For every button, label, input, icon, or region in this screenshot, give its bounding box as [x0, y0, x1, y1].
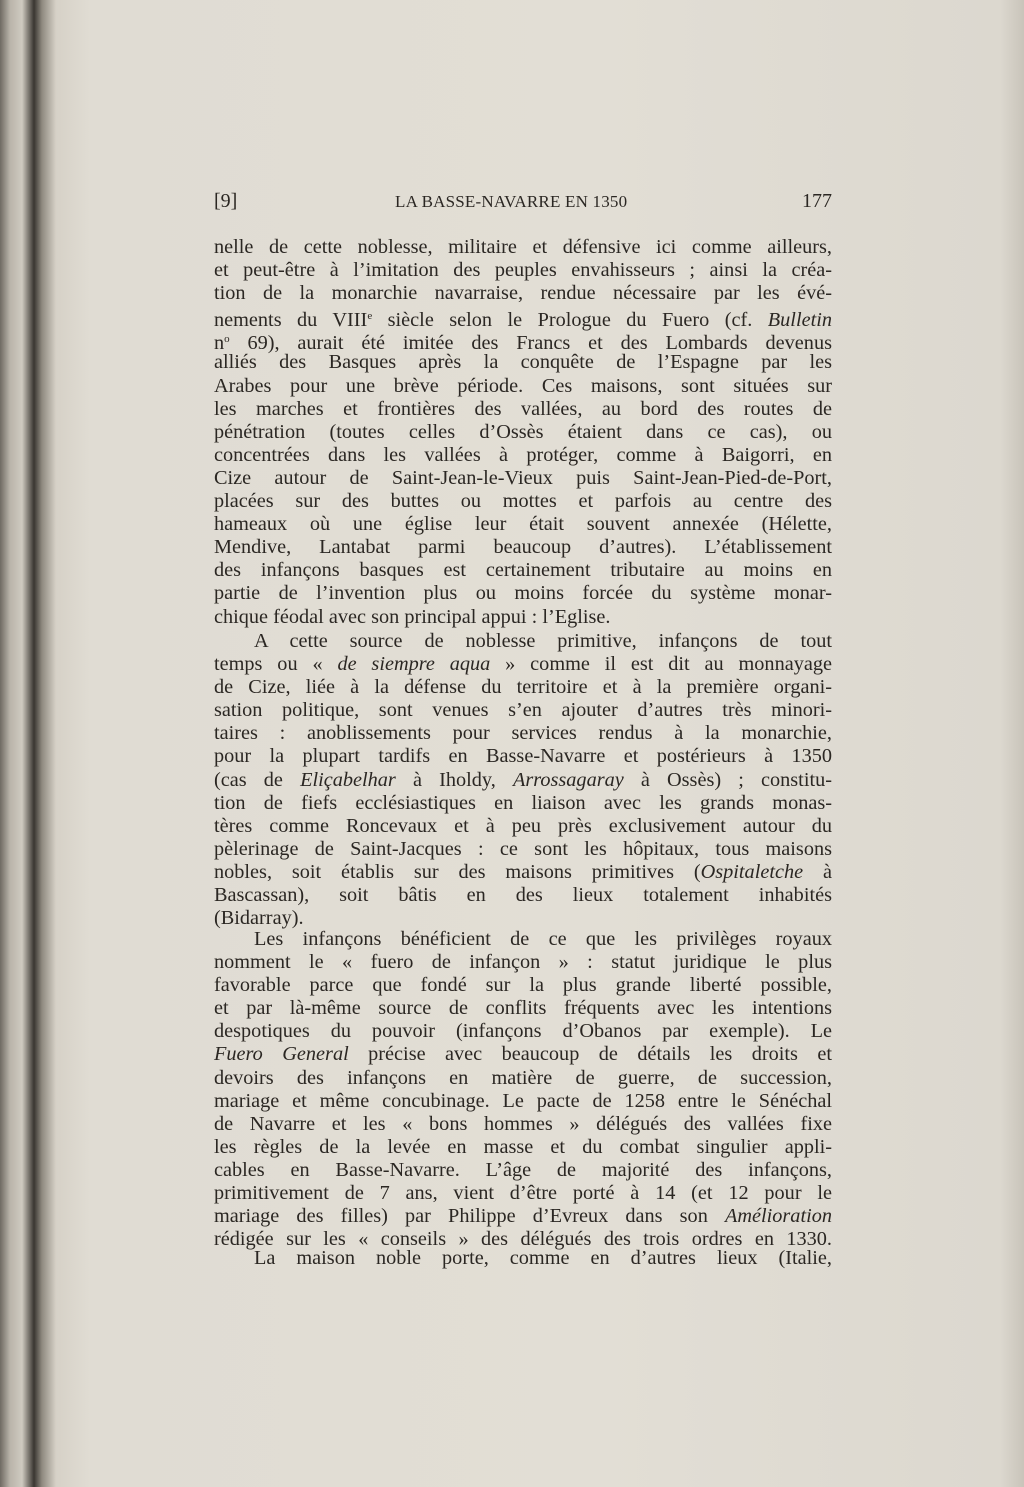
- italic-text: Arrossagaray: [512, 768, 624, 791]
- text-line: [214, 884, 832, 907]
- text-segment: et par là-même source de conflits fréquents avec les intentions: [214, 997, 832, 1020]
- text-segment: tion de la monarchie navarraise, rendue nécessaire par les évé-: [214, 282, 832, 305]
- text-segment: primitivement de 7 ans, vient d’être porté à 14 (et 12 pour le: [214, 1182, 832, 1205]
- text-line: [214, 974, 832, 997]
- text-segment: (cas de: [214, 768, 301, 791]
- text-line: [214, 236, 832, 259]
- text-line: [214, 606, 832, 629]
- text-segment: favorable parce que fondé sur la plus grande liberté possible,: [214, 974, 832, 997]
- text-segment: pour la plupart tardifs en Basse-Navarre et postérieurs à 1350: [214, 745, 832, 768]
- text-line: [214, 653, 832, 676]
- text-segment: nelle de cette noblesse, militaire et défensive ici comme ailleurs,: [214, 236, 832, 258]
- text-line: [214, 1067, 832, 1090]
- text-line: [214, 928, 832, 951]
- text-segment: Mendive, Lantabat parmi beaucoup d’autres). L’établissement: [214, 536, 832, 559]
- italic-text: Fuero General: [214, 1043, 349, 1066]
- text-segment: sation politique, sont venues s’en ajouter d’autres très minori-: [214, 699, 832, 722]
- text-line: [214, 282, 832, 305]
- text-segment: à Iholdy,: [395, 768, 513, 791]
- text-line: [214, 490, 832, 513]
- text-line: [214, 513, 832, 536]
- text-line: [214, 328, 832, 355]
- italic-text: Ospitaletche: [700, 860, 804, 883]
- text-line: [214, 1205, 832, 1228]
- text-line: [214, 1043, 832, 1066]
- text-segment: concentrées dans les vallées à protéger, comme à Baigorri, en: [214, 443, 832, 466]
- text-segment: n: [214, 332, 225, 355]
- running-header: [214, 190, 832, 216]
- text-line: [214, 1182, 832, 1205]
- text-segment: despotiques du pouvoir (infançons d’Obanos par exemple). Le: [214, 1020, 832, 1043]
- text-line: [214, 536, 832, 559]
- text-segment: à: [803, 860, 832, 883]
- text-line: [214, 398, 832, 421]
- page-number: 177: [802, 190, 832, 212]
- text-line: [214, 907, 832, 930]
- text-segment: A cette source de noblesse primitive, infançons de tout: [254, 630, 832, 652]
- text-segment: nobles, soit établis sur des maisons primitives (: [214, 860, 701, 883]
- text-segment: alliés des Basques après la conquête de l’Espagne par les: [214, 351, 832, 374]
- superscript: e: [367, 310, 373, 323]
- italic-text: Bulletin: [767, 309, 832, 332]
- paragraph: [214, 630, 832, 930]
- text-segment: les règles de la levée en masse et du combat singulier appli-: [214, 1135, 832, 1158]
- text-line: [214, 630, 832, 653]
- text-segment: mariage et même concubinage. Le pacte de 1258 entre le Sénéchal: [214, 1089, 832, 1112]
- text-line: [214, 861, 832, 884]
- text-line: [214, 792, 832, 815]
- text-line: [214, 997, 832, 1020]
- paragraph: [214, 1247, 832, 1270]
- text-segment: Bascassan), soit bâtis en des lieux totalement inhabités: [214, 884, 832, 907]
- text-line: [214, 1159, 832, 1182]
- paragraph: [214, 928, 832, 1251]
- text-segment: Cize autour de Saint-Jean-le-Vieux puis Saint-Jean-Pied-de-Port,: [214, 466, 832, 489]
- text-line: [214, 559, 832, 582]
- text-segment: siècle selon le Prologue du Fuero (cf.: [372, 309, 768, 332]
- text-line: [214, 421, 832, 444]
- text-segment: Les infançons bénéficient de ce que les privilèges royaux: [254, 928, 832, 950]
- text-segment: tion de fiefs ecclésiastiques en liaison avec les grands monas-: [214, 791, 832, 814]
- text-segment: de Cize, liée à la défense du territoire et à la première organi-: [214, 676, 832, 699]
- text-line: [214, 1090, 832, 1113]
- text-segment: Arabes pour une brève période. Ces maisons, sont situées sur: [214, 374, 832, 397]
- text-segment: taires : anoblissements pour services rendus à la monarchie,: [214, 722, 832, 745]
- text-segment: (Bidarray).: [214, 907, 304, 930]
- text-line: [214, 467, 832, 490]
- italic-text: Amélioration: [724, 1205, 832, 1228]
- text-segment: hameaux où une église leur était souvent annexée (Hélette,: [214, 513, 832, 536]
- text-line: [214, 838, 832, 861]
- text-segment: à Ossès) ; constitu-: [623, 768, 832, 791]
- section-number: [9]: [214, 190, 238, 212]
- text-line: [214, 582, 832, 605]
- text-segment: » comme il est dit au monnayage: [490, 653, 832, 676]
- text-line: [214, 815, 832, 838]
- text-line: [214, 722, 832, 745]
- text-segment: nements du VIII: [214, 309, 368, 332]
- text-line: [214, 1247, 832, 1270]
- text-segment: temps ou «: [214, 653, 338, 676]
- text-segment: devoirs des infançons en matière de guerre, de succession,: [214, 1066, 832, 1089]
- text-line: [214, 676, 832, 699]
- text-segment: pénétration (toutes celles d’Ossès étaient dans ce cas), ou: [214, 420, 832, 443]
- text-segment: chique féodal avec son principal appui : l’Eglise.: [214, 605, 611, 628]
- superscript: o: [224, 333, 230, 346]
- text-segment: partie de l’invention plus ou moins forcée du système monar-: [214, 582, 832, 605]
- text-segment: précise avec beaucoup de détails les droits et: [348, 1043, 832, 1066]
- text-segment: mariage des filles) par Philippe d’Evreux dans son: [214, 1205, 725, 1228]
- text-line: [214, 1113, 832, 1136]
- text-segment: tères comme Roncevaux et à peu près exclusivement autour du: [214, 814, 832, 837]
- text-segment: cables en Basse-Navarre. L’âge de majorité des infançons,: [214, 1158, 832, 1181]
- text-line: [214, 375, 832, 398]
- text-segment: La maison noble porte, comme en d’autres lieux (Italie,: [254, 1247, 832, 1269]
- text-segment: les marches et frontières des vallées, au bord des routes de: [214, 397, 832, 420]
- text-line: [214, 1136, 832, 1159]
- text-segment: 69), aurait été imitée des Francs et des Lombards devenus: [229, 332, 832, 355]
- text-line: [214, 951, 832, 974]
- text-line: [214, 305, 832, 332]
- paragraph: [214, 236, 832, 629]
- text-line: [214, 351, 832, 374]
- text-segment: pèlerinage de Saint-Jacques : ce sont les hôpitaux, tous maisons: [214, 837, 832, 860]
- text-line: [214, 769, 832, 792]
- text-line: [214, 1020, 832, 1043]
- text-line: [214, 444, 832, 467]
- text-segment: placées sur des buttes ou mottes et parfois au centre des: [214, 490, 832, 513]
- text-segment: et peut-être à l’imitation des peuples envahisseurs ; ainsi la créa-: [214, 259, 832, 282]
- italic-text: de siempre aqua: [337, 653, 491, 676]
- text-line: [214, 259, 832, 282]
- text-segment: rédigée sur les « conseils » des délégués des trois ordres en 1330.: [214, 1228, 832, 1251]
- text-segment: des infançons basques est certainement tributaire au moins en: [214, 559, 832, 582]
- running-title: LA BASSE-NAVARRE EN 1350: [395, 192, 628, 211]
- text-segment: de Navarre et les « bons hommes » délégués des vallées fixe: [214, 1112, 832, 1135]
- italic-text: Eliçabelhar: [300, 768, 396, 791]
- text-segment: nomment le « fuero de infançon » : statut juridique le plus: [214, 951, 832, 974]
- text-line: [214, 745, 832, 768]
- text-line: [214, 699, 832, 722]
